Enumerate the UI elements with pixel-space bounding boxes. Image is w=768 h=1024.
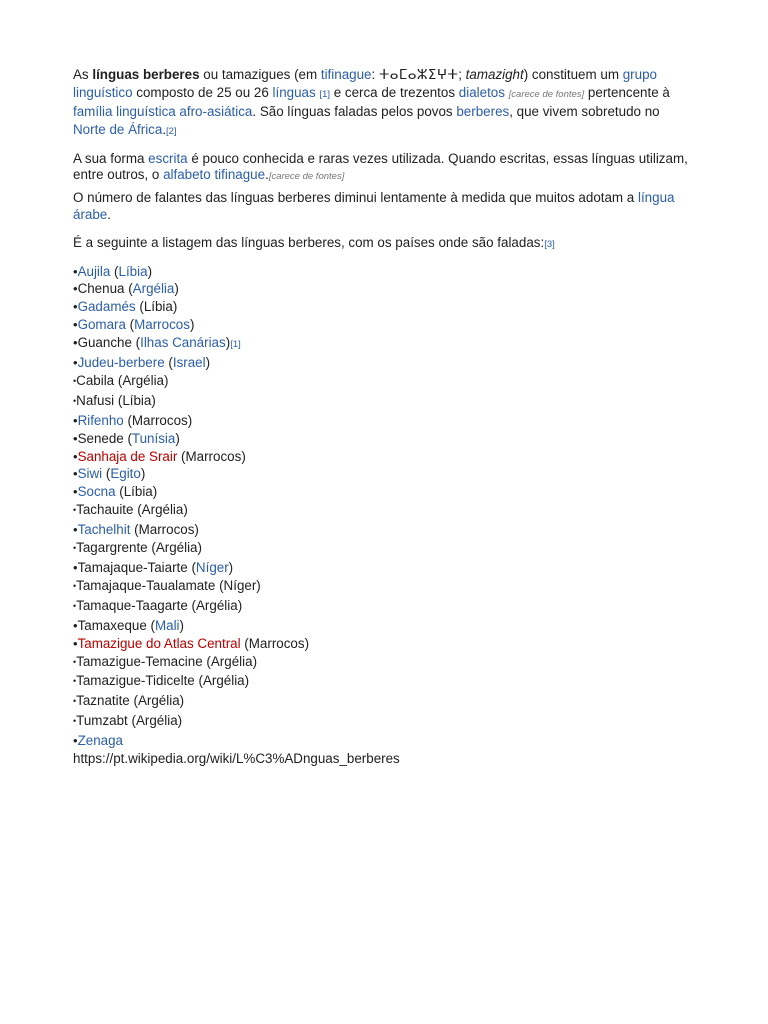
bold-term: línguas berberes	[92, 67, 200, 82]
country-name-link[interactable]: Egito	[110, 466, 141, 482]
bullet: •	[73, 466, 78, 482]
language-group-link[interactable]: grupo linguístico	[73, 67, 657, 100]
language-name: Tamajaque-Taiarte	[77, 560, 188, 575]
bullet: •	[73, 696, 77, 707]
country-name: Argélia	[122, 372, 164, 388]
bullet: •	[73, 733, 78, 749]
list-item	[73, 430, 688, 448]
language-name-link[interactable]: Siwi	[77, 466, 103, 482]
language-name-link[interactable]: Gadamés	[77, 299, 136, 315]
list-item	[73, 521, 688, 539]
bullet: •	[73, 335, 78, 351]
list-item	[73, 392, 688, 412]
paren-close: )	[164, 372, 169, 388]
paren-close: )	[197, 540, 202, 556]
paren-close: )	[241, 448, 246, 464]
paren-open: (	[110, 263, 119, 279]
text: ) constituem um	[523, 67, 623, 82]
bullet: •	[73, 716, 77, 727]
language-name-link[interactable]: Judeu-berbere	[77, 355, 165, 371]
text: .	[265, 166, 269, 182]
citation-needed-note: [carece de fontes]	[268, 170, 345, 182]
list-item	[73, 559, 688, 577]
bullet: •	[73, 600, 77, 611]
text: composto de 25 ou 26	[132, 84, 273, 100]
country-name: Níger	[223, 577, 257, 593]
text: pertencente à	[584, 84, 670, 100]
paren-open: (	[114, 372, 123, 388]
reference-2-link[interactable]: [2]	[166, 125, 177, 137]
list-item	[73, 263, 688, 281]
speakers-paragraph	[73, 190, 688, 223]
paren-open: (	[187, 597, 196, 613]
language-name: Tamajaque-Taualamate	[76, 577, 216, 593]
paren-close: )	[140, 466, 146, 482]
bullet: •	[73, 505, 77, 516]
list-item	[73, 448, 688, 466]
country-name: Argélia	[196, 597, 238, 613]
country-name: Argélia	[141, 502, 184, 518]
paren-close: )	[304, 635, 310, 651]
bullet: •	[73, 656, 77, 667]
country-name: Argélia	[202, 673, 245, 689]
paren-open: (	[115, 484, 124, 500]
list-item	[73, 539, 688, 559]
country-name: Argélia	[155, 540, 198, 556]
bullet: •	[73, 375, 77, 386]
bullet: •	[73, 580, 77, 591]
paren-close: )	[179, 617, 185, 633]
paren-open: (	[135, 299, 144, 315]
language-name: Guanche	[77, 335, 132, 351]
paren-close: )	[252, 653, 258, 669]
paren-close: )	[228, 560, 234, 575]
bullet: •	[73, 281, 78, 297]
bullet: •	[73, 522, 78, 538]
language-name: Tamazigue-Tidicelte	[76, 673, 195, 689]
text: As	[73, 67, 93, 82]
language-name-link[interactable]: Gomara	[77, 317, 126, 333]
language-name-link[interactable]: Rifenho	[77, 412, 124, 428]
text: O número de falantes das línguas berberes diminui lentamente à medida que muitos adotam a	[73, 190, 638, 205]
paren-close: )	[194, 522, 199, 538]
list-item	[73, 653, 688, 673]
bullet: •	[73, 676, 77, 687]
language-name-link[interactable]: Aujila	[77, 263, 111, 279]
country-name-link[interactable]: Líbia	[118, 263, 148, 279]
text: É a seguinte a listagem das línguas berberes, com os países onde são faladas:	[73, 235, 545, 250]
paren-open: (	[202, 653, 211, 669]
paren-open: (	[129, 693, 138, 709]
country-name: Argélia	[137, 693, 180, 709]
list-item	[73, 483, 688, 501]
language-name: Cabila	[76, 372, 115, 388]
paren-open: (	[240, 635, 249, 651]
text: ou tamazigues (em	[199, 67, 321, 82]
paren-close: )	[225, 335, 231, 351]
language-name: Senede	[77, 430, 124, 446]
paren-close: )	[183, 502, 188, 518]
country-name-link[interactable]: Israel	[172, 355, 206, 371]
paren-close: )	[205, 355, 211, 371]
reference-3-link[interactable]: [3]	[544, 239, 555, 250]
language-name-link[interactable]: Zenaga	[77, 733, 123, 749]
country-name-link[interactable]: Níger	[195, 560, 229, 575]
list-item	[73, 617, 688, 635]
source-url: https://pt.wikipedia.org/wiki/L%C3%ADnguas_berberes	[73, 751, 400, 767]
language-name: Taznatite	[76, 693, 130, 709]
country-name-link[interactable]: Argélia	[132, 281, 175, 297]
text: , que vivem sobretudo no	[509, 104, 660, 119]
list-intro-paragraph	[73, 234, 688, 254]
reference-1-link[interactable]: [1]	[319, 88, 330, 100]
paren-open: (	[147, 540, 156, 556]
berber-languages-list	[73, 263, 688, 751]
list-item	[73, 280, 688, 298]
bullet: •	[73, 299, 78, 315]
text: . São línguas faladas pelos povos	[252, 104, 457, 119]
list-item	[73, 412, 688, 430]
paren-open: (	[124, 281, 133, 297]
paren-close: )	[189, 317, 195, 333]
paren-open: (	[123, 412, 132, 428]
language-name-link[interactable]: Tamazigue do Atlas Central	[77, 635, 241, 651]
dialects-link[interactable]: dialetos	[458, 84, 505, 100]
text: e cerca de trezentos	[330, 84, 459, 100]
paren-close: )	[244, 673, 250, 689]
writing-link[interactable]: escrita	[148, 151, 188, 166]
paren-open: (	[130, 522, 139, 538]
list-item	[73, 672, 688, 692]
paren-open: (	[215, 577, 224, 593]
paren-open: (	[125, 317, 135, 333]
bullet: •	[73, 430, 78, 446]
country-name-link[interactable]: Mali	[154, 617, 180, 633]
paren-open: (	[164, 355, 173, 371]
paren-close: )	[179, 693, 185, 709]
country-name-link[interactable]: Tunísia	[131, 430, 176, 446]
bullet: •	[73, 560, 78, 575]
paren-close: )	[151, 392, 156, 408]
bullet: •	[73, 484, 78, 500]
language-name-link[interactable]: Tachelhit	[77, 522, 131, 538]
list-item	[73, 465, 688, 483]
paren-close: )	[256, 577, 261, 593]
list-item	[73, 712, 688, 732]
paren-close: )	[237, 597, 243, 613]
list-item	[73, 354, 688, 372]
intro-paragraph	[73, 66, 688, 140]
country-name-link[interactable]: Ilhas Canárias	[140, 335, 226, 351]
reference-link[interactable]: [1]	[230, 339, 241, 351]
country-name: Marrocos	[185, 448, 242, 464]
afro-asiatic-family-link[interactable]: família linguística afro-asiática	[73, 104, 253, 119]
paren-open: (	[187, 560, 196, 575]
language-name: Tamaque-Taagarte	[76, 597, 188, 613]
list-item	[73, 298, 688, 316]
berbers-link[interactable]: berberes	[456, 104, 510, 119]
list-item	[73, 372, 688, 392]
text: é pouco conhecida e raras vezes utilizada. Quando escritas, essas línguas utilizam, entre outros, o	[73, 151, 688, 182]
paren-open: (	[127, 713, 136, 729]
paren-close: )	[152, 484, 158, 500]
list-item	[73, 316, 688, 334]
text: ;	[458, 67, 466, 82]
bullet: •	[73, 317, 78, 333]
language-name: Nafusi	[76, 392, 115, 408]
bullet: •	[73, 355, 78, 371]
country-name-link[interactable]: Marrocos	[134, 317, 190, 333]
paren-open: (	[177, 448, 186, 464]
country-name: Líbia	[123, 484, 153, 500]
country-name: Marrocos	[248, 635, 305, 651]
article-body	[73, 66, 688, 768]
list-item	[73, 692, 688, 712]
paren-open: (	[114, 392, 123, 408]
bullet: •	[73, 263, 78, 279]
list-item	[73, 732, 688, 750]
list-item	[73, 501, 688, 521]
tifinagh-link[interactable]: tifinague	[320, 67, 372, 82]
country-name: Marrocos	[138, 522, 195, 538]
paren-open: (	[123, 430, 132, 446]
paren-close: )	[174, 281, 179, 297]
bullet: •	[73, 412, 78, 428]
text: .	[162, 121, 167, 137]
bullet: •	[73, 617, 78, 633]
country-name: Argélia	[135, 713, 178, 729]
language-name: Tagargrente	[76, 540, 148, 556]
language-name: Tamazigue-Temacine	[76, 653, 203, 669]
language-name: Chenua	[77, 281, 125, 297]
language-name: Tumzabt	[76, 713, 128, 729]
country-name: Argélia	[210, 653, 253, 669]
bullet: •	[73, 635, 78, 651]
bullet: •	[73, 448, 78, 464]
language-name: Tamaxeque	[77, 617, 147, 633]
country-name: Líbia	[143, 299, 173, 315]
country-name: Líbia	[122, 392, 152, 408]
text: A sua forma	[73, 151, 149, 166]
list-item	[73, 577, 688, 597]
paren-open: (	[133, 502, 142, 518]
paren-open: (	[131, 335, 141, 351]
paren-open: (	[102, 466, 111, 482]
paren-open: (	[194, 673, 203, 689]
tamazight-term: tamazight	[465, 67, 524, 82]
north-africa-link[interactable]: Norte de África	[73, 121, 163, 137]
language-name: Tachauite	[76, 502, 134, 518]
country-name: Marrocos	[131, 412, 188, 428]
list-item	[73, 597, 688, 617]
tifinagh-text: ⵜⴰⵎⴰⵣⵉⵖⵜ	[378, 67, 459, 82]
paren-open: (	[146, 617, 155, 633]
paren-close: )	[172, 299, 178, 315]
paren-close: )	[175, 430, 180, 446]
text: .	[107, 206, 111, 222]
paren-close: )	[147, 263, 153, 279]
bullet: •	[73, 543, 77, 554]
citation-needed-note: [carece de fontes]	[508, 88, 585, 100]
text: :	[371, 67, 379, 82]
arabic-language-link[interactable]: língua árabe	[73, 190, 675, 222]
languages-link[interactable]: línguas	[272, 84, 316, 100]
writing-paragraph	[73, 151, 688, 184]
list-item	[73, 635, 688, 653]
list-item	[73, 334, 688, 354]
language-name-link[interactable]: Sanhaja de Srair	[77, 448, 178, 464]
language-name-link[interactable]: Socna	[77, 484, 116, 500]
bullet: •	[73, 395, 77, 406]
paren-close: )	[177, 713, 183, 729]
paren-close: )	[187, 412, 193, 428]
tifinagh-alphabet-link[interactable]: alfabeto tifinague	[163, 166, 266, 182]
